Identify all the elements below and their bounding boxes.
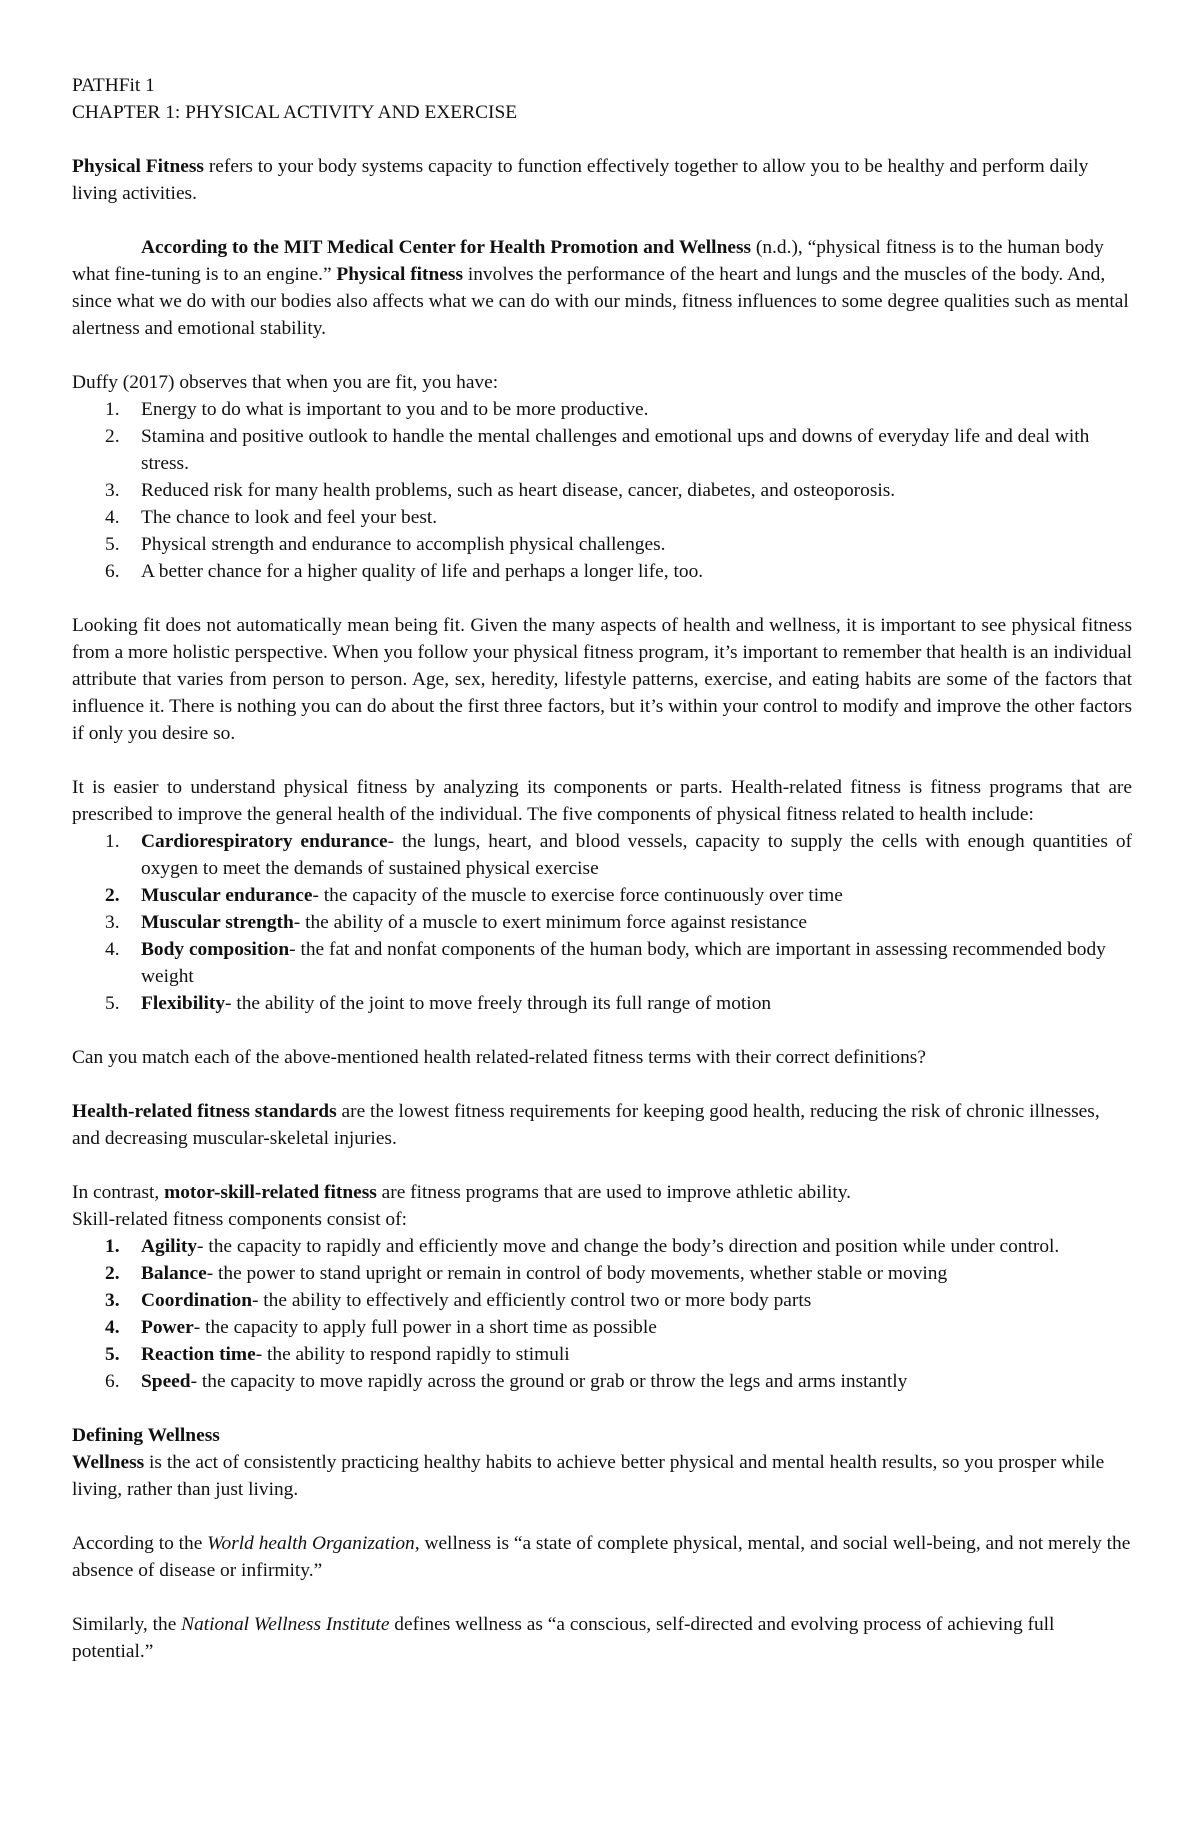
- list-item: 3. Reduced risk for many health problems, such as heart disease, cancer, diabetes, and osteoporosis.: [105, 480, 896, 501]
- duffy-benefits-list: [72, 396, 1132, 585]
- list-item: 3. Coordination- the ability to effectively and efficiently control two or more body parts: [105, 1290, 812, 1311]
- term-physical-fitness: Physical Fitness: [72, 156, 204, 177]
- who-definition: According to the World health Organization, wellness is “a state of complete physical, mental, and social well-being, and not merely the absence of disease or infirmity.”: [72, 1533, 1131, 1581]
- list-item: 1. Agility- the capacity to rapidly and efficiently move and change the body’s direction and position while under control.: [105, 1236, 1060, 1257]
- course-title: PATHFit 1: [72, 75, 155, 96]
- matching-question: Can you match each of the above-mentioned health related-related fitness terms with their correct definitions?: [72, 1047, 926, 1068]
- list-item: 5. Reaction time- the ability to respond rapidly to stimuli: [105, 1344, 570, 1365]
- chapter-title: CHAPTER 1: PHYSICAL ACTIVITY AND EXERCISE: [72, 102, 518, 123]
- physical-fitness-definition: Physical Fitness refers to your body systems capacity to function effectively together to allow you to be healthy and perform daily living activities.: [72, 156, 1089, 204]
- list-item: 3. Muscular strength- the ability of a muscle to exert minimum force against resistance: [105, 912, 807, 933]
- list-item: 6. Speed- the capacity to move rapidly across the ground or grab or throw the legs and arms instantly: [105, 1371, 908, 1392]
- list-item: 4. Body composition- the fat and nonfat components of the human body, which are important in assessing recommended body weight: [105, 939, 1106, 987]
- skill-components-list: [72, 1233, 1132, 1395]
- list-item: 5. Flexibility- the ability of the joint to move freely through its full range of motion: [105, 993, 772, 1014]
- holistic-paragraph: Looking fit does not automatically mean being fit. Given the many aspects of health and wellness, it is important to see physical fitness from a more holistic perspective. When you follow your physical fitness program, it’s important to remember that health is an individual attribute that varies from person to person. Age, sex, heredity, lifestyle patterns, exercise, and eating habits are some of the factors that influence it. There is nothing you can do about the first three factors, but it’s within your control to modify and improve the other factors if only you desire so.: [72, 615, 1132, 744]
- term-physical-fitness-2: Physical fitness: [336, 264, 463, 285]
- skill-components-intro: Skill-related fitness components consist of:: [72, 1209, 407, 1230]
- list-item: 4. The chance to look and feel your best.: [105, 507, 438, 528]
- mit-source: According to the MIT Medical Center for Health Promotion and Wellness: [141, 237, 752, 258]
- mit-quote-paragraph: According to the MIT Medical Center for Health Promotion and Wellness (n.d.), “physical fitness is to the human body what fine-tuning is to an engine.” Physical fitness involves the performance of the heart and lungs and the muscles of the body. And, since what we do with our bodies also affects what we can do with our minds, fitness influences to some degree qualities such as mental alertness and emotional stability.: [72, 237, 1129, 339]
- list-item: 5. Physical strength and endurance to accomplish physical challenges.: [105, 534, 666, 555]
- health-standards-paragraph: Health-related fitness standards are the lowest fitness requirements for keeping good health, reducing the risk of chronic illnesses, and decreasing muscular-skeletal injuries.: [72, 1101, 1100, 1149]
- list-item: 2. Stamina and positive outlook to handle the mental challenges and emotional ups and downs of everyday life and deal with stress.: [105, 426, 1090, 474]
- list-item: 1. Cardiorespiratory endurance- the lungs, heart, and blood vessels, capacity to supply the cells with enough quantities of oxygen to meet the demands of sustained physical exercise: [105, 831, 1132, 879]
- list-item: 6. A better chance for a higher quality of life and perhaps a longer life, too.: [105, 561, 704, 582]
- list-item: 4. Power- the capacity to apply full power in a short time as possible: [105, 1317, 657, 1338]
- components-intro: It is easier to understand physical fitness by analyzing its components or parts. Health-related fitness is fitness programs that are prescribed to improve the general health of the individual. The five components of physical fitness related to health include:: [72, 777, 1132, 825]
- document-page: [72, 72, 1132, 1665]
- list-item: 2. Muscular endurance- the capacity of the muscle to exercise force continuously over time: [105, 885, 843, 906]
- list-item: 1. Energy to do what is important to you and to be more productive.: [105, 399, 649, 420]
- wellness-definition: Wellness is the act of consistently practicing healthy habits to achieve better physical and mental health results, so you prosper while living, rather than just living.: [72, 1452, 1105, 1500]
- duffy-intro: Duffy (2017) observes that when you are fit, you have:: [72, 372, 499, 393]
- health-components-list: [72, 828, 1132, 1017]
- motor-skill-paragraph: In contrast, motor-skill-related fitness are fitness programs that are used to improve athletic ability.: [72, 1182, 852, 1203]
- list-item: 2. Balance- the power to stand upright or remain in control of body movements, whether stable or moving: [105, 1263, 948, 1284]
- wellness-heading: Defining Wellness: [72, 1425, 220, 1446]
- nwi-definition: Similarly, the National Wellness Institute defines wellness as “a conscious, self-directed and evolving process of achieving full potential.”: [72, 1614, 1055, 1662]
